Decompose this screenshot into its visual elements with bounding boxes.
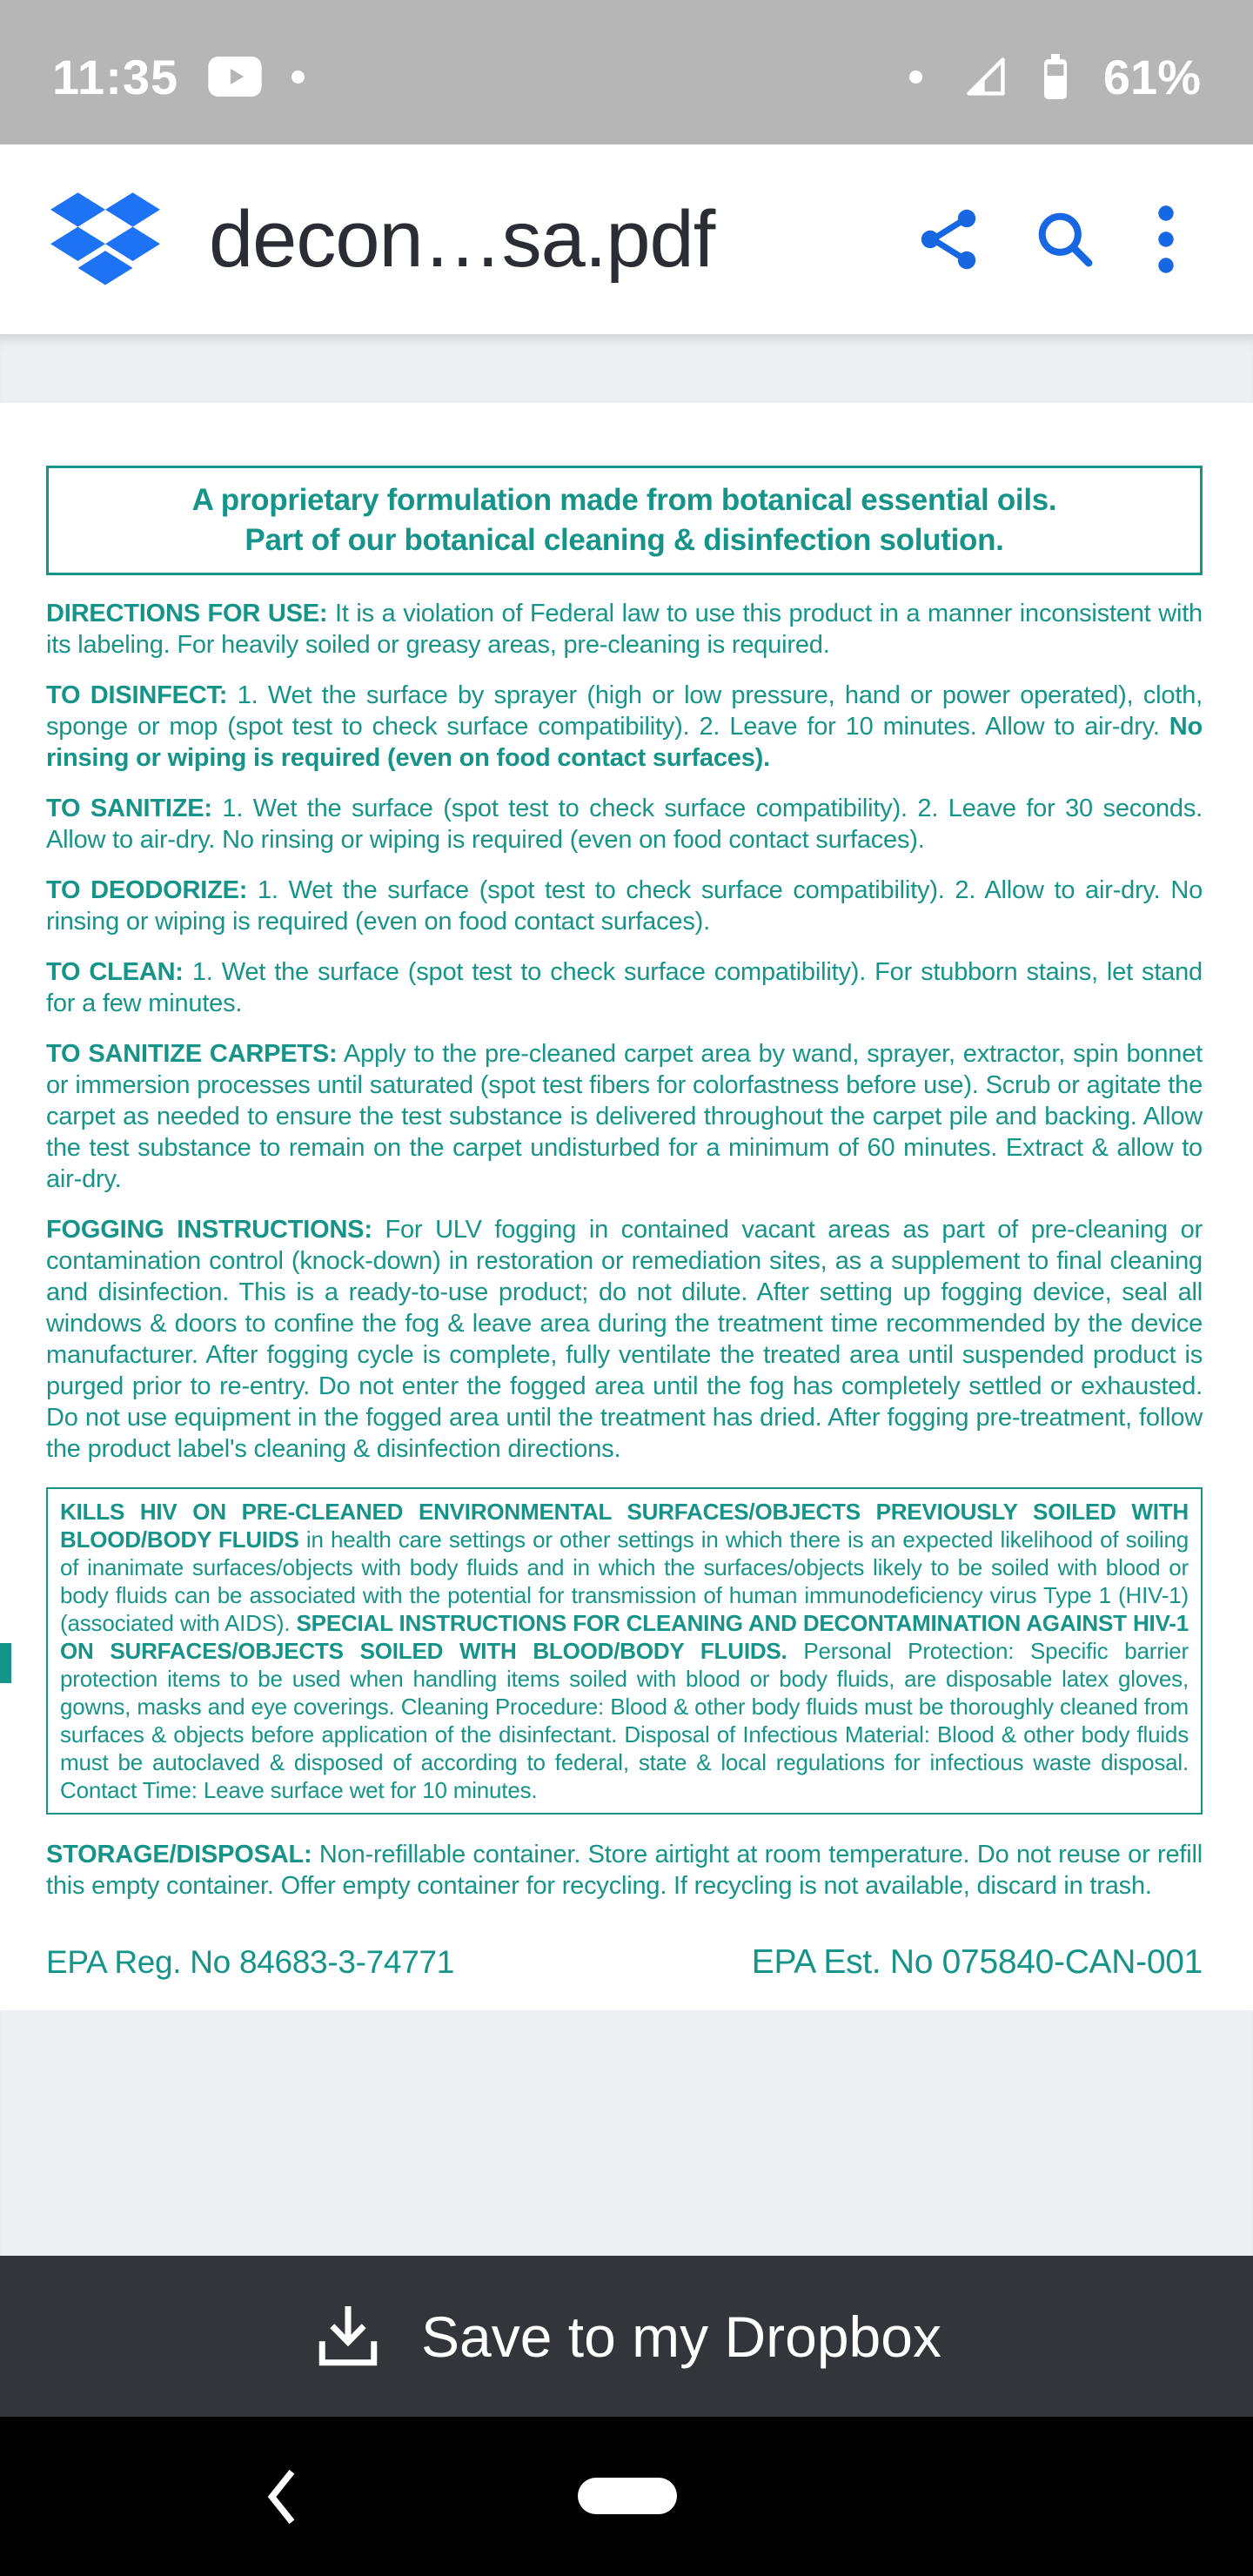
app-header	[0, 144, 1253, 334]
download-icon	[312, 2300, 385, 2373]
status-dot-icon	[909, 70, 922, 84]
battery-icon	[1042, 54, 1069, 99]
youtube-icon	[208, 57, 262, 97]
banner-line2: Part of our botanical cleaning & disinfection solution.	[245, 523, 1004, 557]
share-icon	[912, 203, 985, 276]
back-chevron-icon	[262, 2466, 302, 2527]
section-directions-for-use: DIRECTIONS FOR USE: It is a violation of Federal law to use this product in a manner inconsistent with its labeling. For heavily soiled or greasy areas, pre-cleaning is required.	[46, 600, 1203, 659]
epa-numbers-row	[46, 1943, 1203, 1982]
cellular-signal-icon	[964, 55, 1008, 98]
section-to-disinfect: TO DISINFECT: 1. Wet the surface by sprayer (high or low pressure, hand or power operated), cloth, sponge or mop (spot test to check surface compatibility). 2. Leave for 10 minutes. Allow to air-dry. No rinsing or wiping is required (even on food contact surfaces).	[46, 681, 1203, 772]
section-fogging-instructions: FOGGING INSTRUCTIONS: For ULV fogging in contained vacant areas as part of pre-cleaning or contamination control (knock-down) in restoration or remediation sites, as a supplement to final cleaning and disinfection. This is a ready-to-use product; do not dilute. After setting up fogging device, seal all windows & doors to confine the fog & leave area during the treatment time recommended by the device manufacturer. After fogging cycle is complete, fully ventilate the treated area until suspended product is purged prior to re-entry. Do not enter the fogged area until the fog has completely settled or exhausted. Do not use equipment in the fogged area until the treatment has dried. After fogging pre-treatment, follow the product label's cleaning & disinfection directions.	[46, 1216, 1203, 1463]
file-title: decon…sa.pdf	[209, 194, 715, 284]
banner-box	[46, 466, 1203, 575]
battery-percent: 61%	[1102, 49, 1201, 104]
dropbox-logo-icon	[50, 192, 160, 286]
share-button[interactable]	[907, 187, 990, 292]
banner-line1: A proprietary formulation made from botanical essential oils.	[191, 483, 1057, 517]
section-to-sanitize-carpets: TO SANITIZE CARPETS: Apply to the pre-cleaned carpet area by wand, sprayer, extractor, spin bonnet or immersion processes until saturated (spot test fibers for colorfastness before use). Scrub or agitate the carpet as needed to ensure the test substance is delivered throughout the carpet pile and backing. Allow the test substance to remain on the carpet undisturbed for a minimum of 60 minutes. Extract & allow to air-dry.	[46, 1040, 1203, 1193]
epa-est-number: EPA Est. No 075840-CAN-001	[751, 1943, 1203, 1981]
navigation-bar	[0, 2417, 1253, 2576]
section-to-deodorize: TO DEODORIZE: 1. Wet the surface (spot test to check surface compatibility). 2. Allow to air-dry. No rinsing or wiping is required (even on food contact surfaces).	[46, 876, 1203, 936]
hiv-instructions-box: KILLS HIV ON PRE-CLEANED ENVIRONMENTAL SURFACES/OBJECTS PREVIOUSLY SOILED WITH BLOOD/BODY FLUIDS in health care settings or other settings in which there is an expected likelihood of soiling of inanimate surfaces/objects with body fluids and in which the surfaces/objects likely to be soiled with blood or body fluids can be associated with the potential for transmission of human immunodeficiency virus Type 1 (HIV-1) (associated with AIDS). SPECIAL INSTRUCTIONS FOR CLEANING AND DECONTAMINATION AGAINST HIV-1 ON SURFACES/OBJECTS SOILED WITH BLOOD/BODY FLUIDS. Personal Protection: Specific barrier protection items to be used when handling items soiled with blood or body fluids, are disposable latex gloves, gowns, masks and eye coverings. Cleaning Procedure: Blood & other body fluids must be thoroughly cleaned from surfaces & objects before application of the disinfectant. Disposal of Infectious Material: Blood & other body fluids must be autoclaved & disposed of according to federal, state & local regulations for infectious waste disposal. Contact Time: Leave surface wet for 10 minutes.	[46, 1487, 1203, 1815]
search-button[interactable]	[1023, 187, 1107, 292]
pdf-page	[0, 403, 1253, 2010]
status-left	[52, 49, 305, 105]
notification-dot-icon	[291, 70, 305, 84]
section-storage-disposal: STORAGE/DISPOSAL: Non-refillable container. Store airtight at room temperature. Do not reuse or refill this empty container. Offer empty container for recycling. If recycling is not available, discard in trash.	[46, 1841, 1203, 1900]
status-bar	[0, 0, 1253, 144]
status-right	[909, 49, 1201, 105]
save-to-dropbox-button[interactable]	[0, 2256, 1253, 2417]
overflow-menu-icon	[1140, 200, 1192, 278]
pdf-viewport[interactable]	[0, 334, 1253, 2256]
back-button[interactable]	[247, 2455, 317, 2539]
section-to-sanitize: TO SANITIZE: 1. Wet the surface (spot test to check surface compatibility). 2. Leave for 30 seconds. Allow to air-dry. No rinsing or wiping is required (even on food contact surfaces).	[46, 795, 1203, 854]
scrollbar-indicator[interactable]	[0, 1643, 11, 1683]
overflow-menu-button[interactable]	[1140, 187, 1192, 292]
home-pill-button[interactable]	[578, 2478, 677, 2514]
section-to-clean: TO CLEAN: 1. Wet the surface (spot test to check surface compatibility). For stubborn stains, let stand for a few minutes.	[46, 958, 1203, 1017]
save-to-dropbox-label: Save to my Dropbox	[421, 2304, 941, 2369]
epa-reg-number: EPA Reg. No 84683-3-74771	[46, 1944, 455, 1980]
search-icon	[1030, 205, 1100, 274]
clock: 11:35	[52, 49, 179, 104]
